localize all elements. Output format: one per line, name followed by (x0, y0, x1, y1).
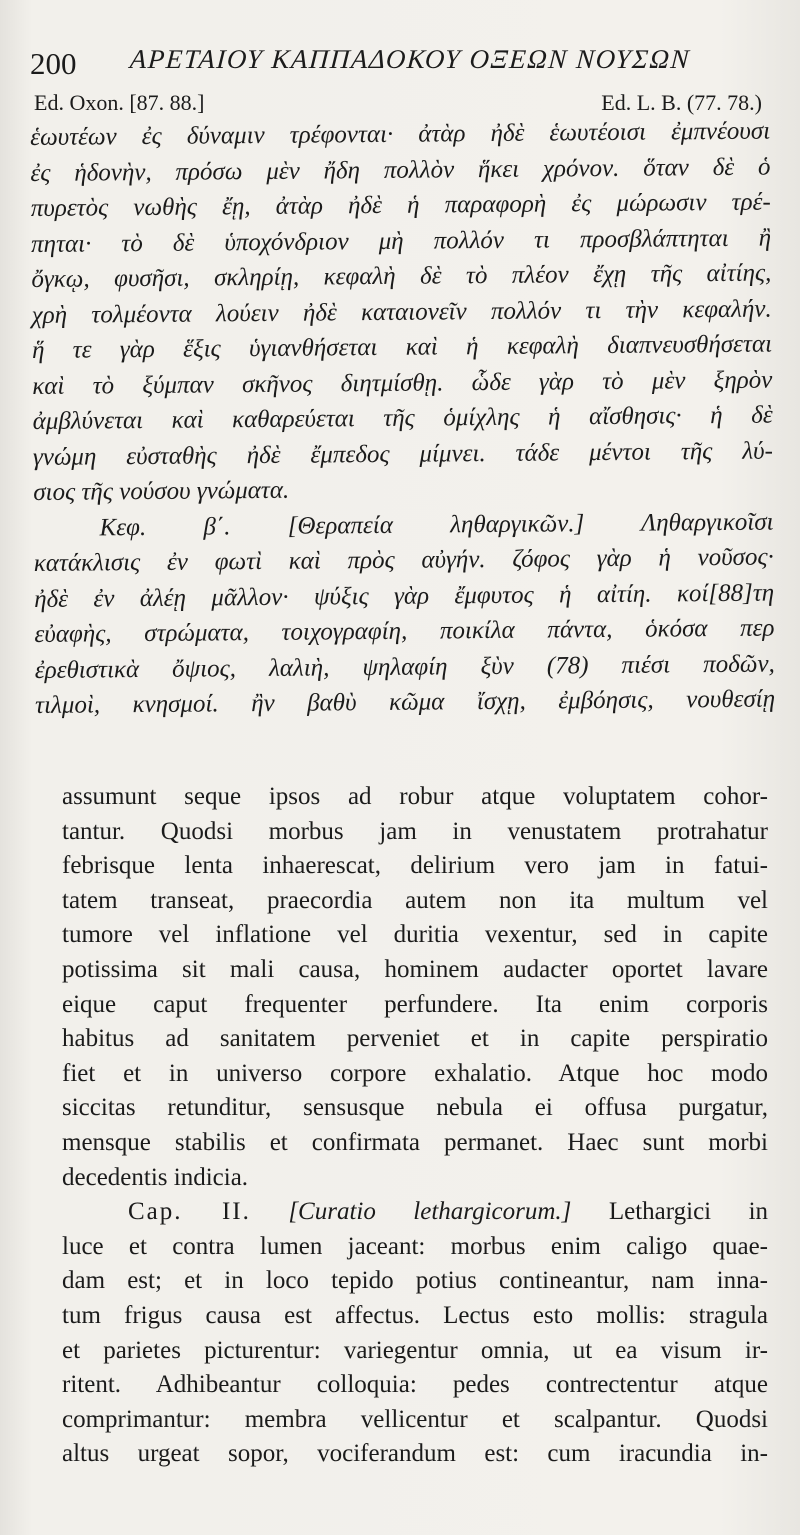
latin-line: tumore vel inflatione vel duritia vexentur, sed in capite (62, 921, 768, 949)
latin-line: luce et contra lumen jaceant: morbus enim caligo quae- (62, 1232, 768, 1260)
running-title: ΑΡΕΤΑΙΟΥ ΚΑΠΠΑΔΟΚΟΥ ΟΞΕΩΝ ΝΟΥΣΩΝ (128, 44, 692, 74)
greek-line: ἥ τε γὰρ ἕξις ὑγιανθήσεται καὶ ἡ κεφαλὴ διαπνευσθήσεται (31, 330, 773, 364)
greek-line: πυρετὸς νωθὴς ἔῃ, ἀτὰρ ἠδὲ ἡ παραφορὴ ἐς μώρωσιν τρέ- (30, 188, 771, 222)
latin-line: assumunt seque ipsos ad robur atque voluptatem cohor- (62, 783, 768, 810)
page-number: 200 (30, 46, 77, 81)
latin-line: decedentis indicia. (62, 1163, 249, 1191)
greek-line: χρὴ τολμέοντα λούειν ἠδὲ καταιονεῖν πολλόν τι τὴν κεφαλήν. (31, 295, 772, 329)
greek-line: ἐς ἡδονὴν, πρόσω μὲν ἤδη πολλὸν ἥκει χρόνον. ὅταν δὲ ὁ (30, 153, 771, 187)
greek-line: πηται· τὸ δὲ ὑποχόνδριον μὴ πολλόν τι προσβλάπτηται ἢ (30, 224, 772, 258)
latin-line: eique caput frequenter perfundere. Ita enim corporis (62, 990, 768, 1018)
latin-line: habitus ad sanitatem perveniet et in capite perspiratio (62, 1025, 768, 1053)
greek-text-block (30, 114, 775, 724)
greek-line: ἠδὲ ἐν ἀλέῃ μᾶλλον· ψύξις γὰρ ἔμφυτος ἡ αἰτίη. κοί[88]τη (34, 579, 775, 613)
page-header (22, 36, 782, 86)
greek-line: ἐρεθιστικὰ ὄψιος, λαλιὴ, ψηλαφίη ξὺν (78) πιέσι ποδῶν, (34, 650, 775, 684)
greek-line: τιλμοὶ, κνησμοί. ἢν βαθὺ κῶμα ἴσχῃ, ἐμβόησις, νουθεσίῃ (34, 685, 776, 719)
edition-oxon-reference: Ed. Oxon. [87. 88.] (34, 90, 205, 115)
greek-line: καὶ τὸ ξύμπαν σκῆνος διητμίσθῃ. ὧδε γὰρ τὸ μὲν ξηρὸν (32, 366, 773, 400)
edition-lb-reference: Ed. L. B. (77. 78.) (601, 90, 762, 115)
latin-line: comprimantur: membra vellicentur et scalpantur. Quodsi (62, 1405, 768, 1433)
latin-line: tantur. Quodsi morbus jam in venustatem protrahatur (62, 817, 768, 845)
latin-text-block (62, 780, 768, 1472)
chapter-title: [Curatio lethargicorum.] (288, 1198, 572, 1226)
latin-line: tum frigus causa est affectus. Lectus esto mollis: stragula (62, 1301, 768, 1329)
latin-line: tatem transeat, praecordia autem non ita multum vel (62, 886, 768, 914)
latin-line: altus urgeat sopor, vociferandum est: cum iracundia in- (62, 1440, 768, 1468)
greek-line: γνώμη εὐσταθὴς ἠδὲ ἔμπεδος μίμνει. τάδε μέντοι τῆς λύ- (32, 437, 774, 471)
greek-line: ὄγκῳ, φυσῆσι, σκληρίῃ, κεφαλὴ δὲ τὸ πλέον ἔχῃ τῆς αἰτίης, (31, 259, 772, 293)
latin-line: potissima sit mali causa, hominem audacter oportet lavare (62, 955, 768, 983)
greek-line: κατάκλισις ἐν φωτὶ καὶ πρὸς αὐγήν. ζόφος γὰρ ἡ νοῦσος· (33, 543, 774, 577)
greek-line: εὐαφὴς, στρώματα, τοιχογραφίη, ποικίλα πάντα, ὁκόσα περ (34, 614, 775, 648)
greek-line: ἑωυτέων ἐς δύναμιν τρέφονται· ἀτὰρ ἠδὲ ἑωυτέοισι ἐμπνέουσι (30, 117, 771, 151)
latin-line: febrisque lenta inhaerescat, delirium vero jam in fatui- (62, 852, 768, 880)
greek-chapter-heading-line: Κεφ. β΄. [Θεραπεία ληθαργικῶν.] Ληθαργικοῖσι (99, 508, 774, 541)
latin-line: ritent. Adhibeantur colloquia: pedes contrectentur atque (62, 1371, 768, 1399)
latin-line: dam est; et in loco tepido potius contineantur, nam inna- (62, 1267, 768, 1295)
latin-line: siccitas retunditur, sensusque nebula ei offusa purgatur, (62, 1094, 768, 1122)
latin-line: fiet et in universo corpore exhalatio. Atque hoc modo (62, 1059, 768, 1087)
latin-line: mensque stabilis et confirmata permanet. Haec sunt morbi (62, 1128, 768, 1156)
chapter-label: Cap. II. (128, 1198, 251, 1226)
latin-line: et parietes picturentur: variegentur omnia, ut ea visum ir- (62, 1336, 768, 1364)
latin-chapter-heading-line (62, 1195, 768, 1230)
greek-line: σιος τῆς νούσου γνώματα. (33, 476, 290, 506)
greek-line: ἀμβλύνεται καὶ καθαρεύεται τῆς ὁμίχλης ἡ αἴσθησις· ἡ δὲ (32, 401, 773, 435)
chapter-first-words: Lethargici in (608, 1198, 769, 1226)
